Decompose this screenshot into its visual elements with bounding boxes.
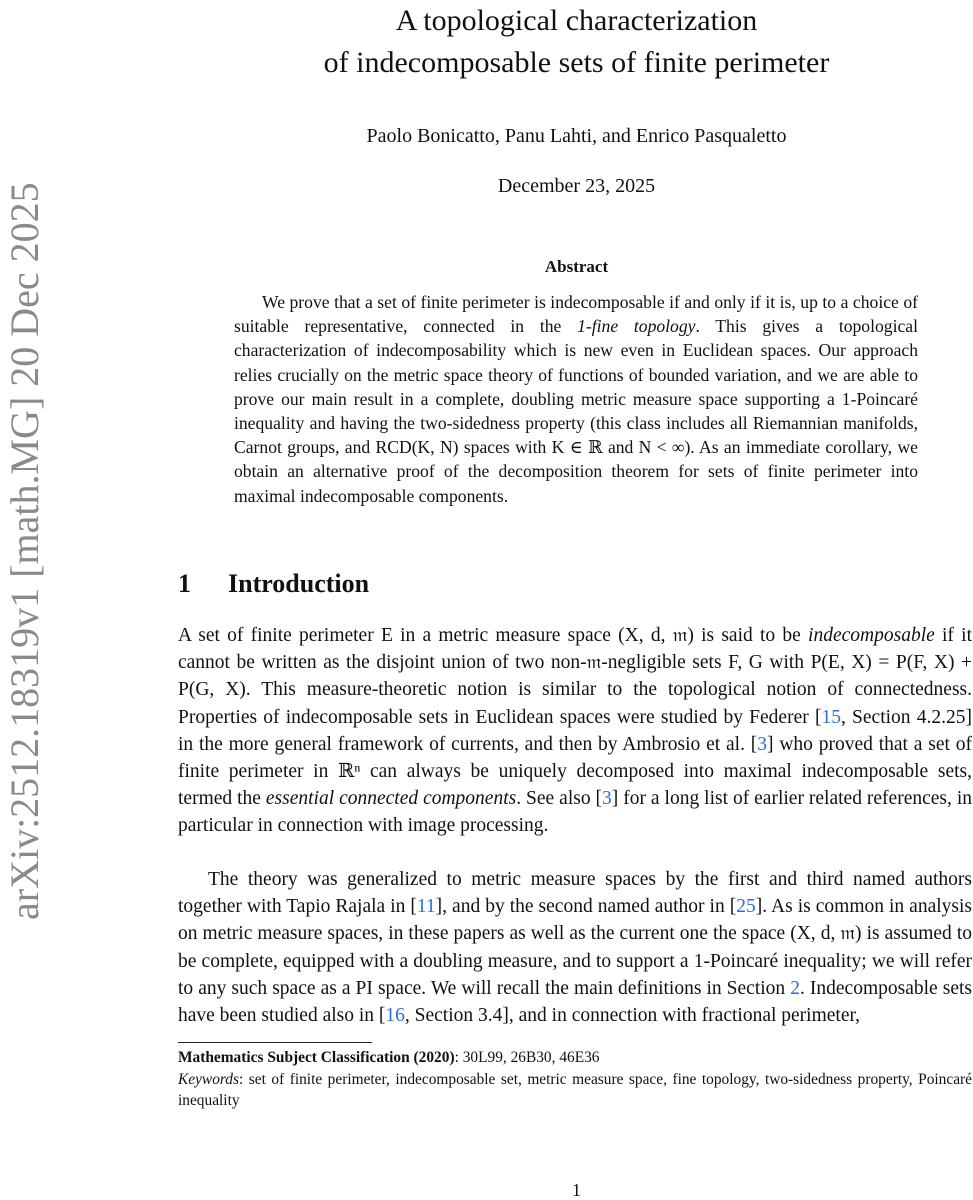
p1-emphasis-components: essential connected components [265,788,517,810]
authors: Paolo Bonicatto, Panu Lahti, and Enrico Pasqualetto [366,125,787,147]
citation-link-16[interactable]: 16 [385,1005,405,1027]
citation-link-3[interactable]: 3 [757,733,768,755]
p2-text-1: The theory was generalized to metric measure spaces by the first and third named authors together with Tapio Rajala in [ [178,869,972,918]
p1-emphasis-indecomposable: indecomposable [808,625,935,646]
p1-text-5: . See also [ [516,788,603,810]
abstract-text-2: . This gives a topological characterization of indecomposability which is new even in Euclidean spaces. Our approach relies crucially on the metric space theory of functions of bounded variation, and we are able to prove our main result in a complete, doubling metric measure space supporting a 1-Poincaré inequality and having the two-sidedness property (this class includes all Riemannian manifolds, Carnot groups, and RCD(K, N) spaces with K ∈ ℝ and N < ∞). As an immediate corollary, we obtain an alternative proof of the decomposition theorem for sets of finite perimeter into maximal indecomposable components. [234,316,918,506]
p1-text-2: if it cannot be written as the disjoint union of two non-𝔪-negligible sets F, G with P(E, X) = P(F, X) + P(G, X). This measure-theoretic notion is similar to the topological notion of connectedness. Properties of indecomposable sets in Euclidean spaces were studied by Federer [ [178,625,972,728]
intro-paragraph-1 [178,622,972,840]
section-heading [178,566,369,602]
arxiv-identifier: arXiv:2512.18319v1 [math.MG] 20 Dec 2025 [2,182,47,920]
p2-text-5: , Section 3.4], and in connection with fractional perimeter, [404,1005,861,1027]
intro-paragraph-2 [178,866,972,1029]
section-link-2[interactable]: 2 [790,977,800,999]
abstract-heading: Abstract [544,257,609,276]
title-line-2: of indecomposable sets of finite perimeter [323,46,830,79]
citation-link-3-second[interactable]: 3 [602,788,612,810]
paper-title [180,0,973,84]
msc-values: : 30L99, 26B30, 46E36 [454,1049,600,1066]
citation-link-15[interactable]: 15 [821,706,841,728]
msc-footnote [178,1047,972,1068]
page-number: 1 [572,1180,581,1200]
p2-text-2: ], and by the second named author in [ [435,896,737,918]
abstract-body [234,290,918,508]
msc-label: Mathematics Subject Classification (2020) [178,1049,455,1066]
p1-text-4: ] who proved that a set of finite perimeter in ℝⁿ can always be uniquely decomposed into maximal indecomposable sets, termed the [178,733,972,810]
footnote-rule [178,1042,372,1043]
p2-text-4: . Indecomposable sets have been studied also in [ [178,977,972,1027]
abstract-emphasis: 1-fine topology [577,316,696,337]
keywords-footnote [178,1069,972,1111]
keywords-values: : set of finite perimeter, indecomposable set, metric measure space, fine topology, two-sidedness property, Poincaré inequality [178,1071,972,1109]
p2-text-3: ]. As is common in analysis on metric measure spaces, in these papers as well as the current one the space (X, d, 𝔪) is assumed to be complete, equipped with a doubling measure, and to support a 1-Poincaré inequality; we will refer to any such space as a PI space. We will recall the main definitions in Section [178,896,973,999]
section-number: 1 [178,569,191,598]
p1-text-1: A set of finite perimeter E in a metric measure space (X, d, 𝔪) is said to be [178,625,809,646]
keywords-label: Keywords [178,1071,239,1088]
p1-text-6: ] for a long list of earlier related references, in particular in connection with image processing. [178,788,972,837]
section-title: Introduction [228,569,370,598]
citation-link-11[interactable]: 11 [416,896,436,918]
abstract-text-1: We prove that a set of finite perimeter is indecomposable if and only if it is, up to a choice of suitable representative, connected in the [234,292,918,337]
p1-text-3: , Section 4.2.25] in the more general framework of currents, and then by Ambrosio et al. [ [178,706,972,755]
title-line-1: A topological characterization [395,4,758,37]
date: December 23, 2025 [497,175,656,197]
citation-link-25[interactable]: 25 [736,896,756,918]
